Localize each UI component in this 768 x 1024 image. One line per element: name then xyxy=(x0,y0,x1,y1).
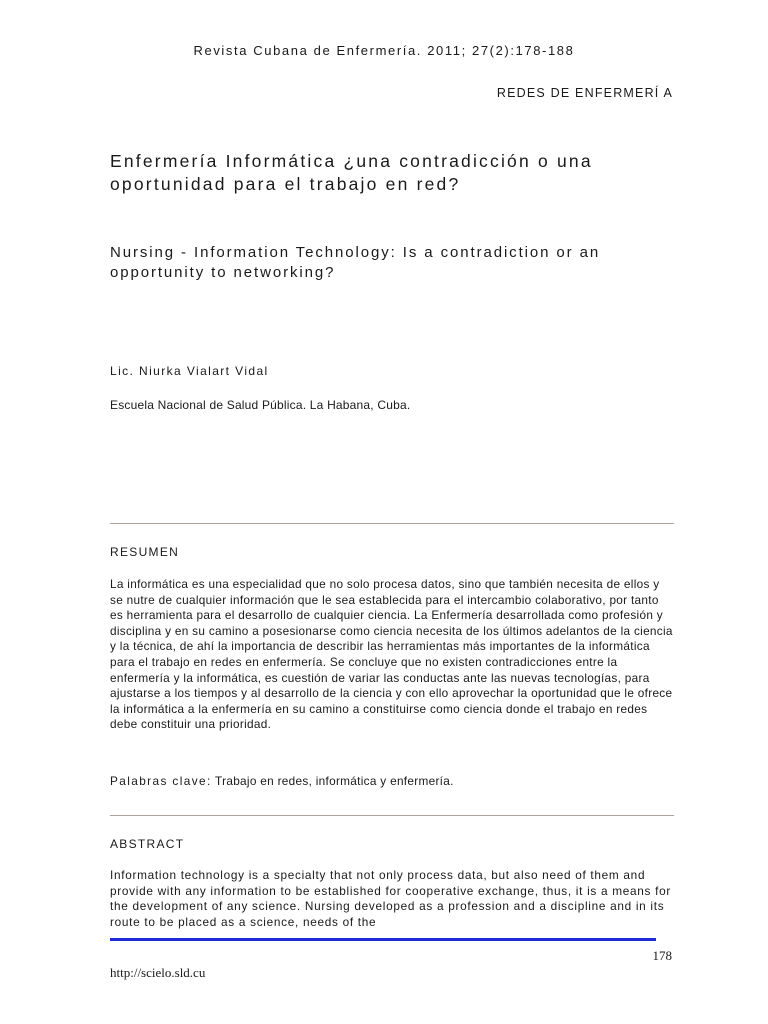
article-title-english: Nursing - Information Technology: Is a contradiction or an opportunity to networking? xyxy=(110,244,601,281)
resumen-text: La informática es una especialidad que no solo procesa datos, sino que también necesita de ellos y se nutre de cualquier información que le sea establecida para el intercambio colaborativo, por tanto es herramienta para el desarrollo de cualquier ciencia. La Enfermería desarrollada como profesión y disciplina y en su camino a posesionarse como ciencia necesita de los últimos adelantos de la ciencia y la técnica, de ahí la importancia de describir las herramientas más importantes de la informática para el trabajo en redes en enfermería. Se concluye que no existen contradicciones entre la enfermería y la informática, es cuestión de variar las conductas ante las nuevas tecnologías, para ajustarse a los tiempos y al desarrollo de la ciencia y con ello aprovechar la oportunidad que le ofrece la informática a la enfermería en su camino a constituirse como ciencia donde el trabajo en redes debe constituir una prioridad. xyxy=(110,577,673,732)
section-divider xyxy=(110,815,674,816)
footer-divider xyxy=(110,938,656,941)
author-name: Lic. Niurka Vialart Vidal xyxy=(110,364,269,378)
section-divider xyxy=(110,523,674,524)
footer-url[interactable]: http://scielo.sld.cu xyxy=(110,965,206,980)
page-number: 178 xyxy=(652,948,672,963)
journal-citation-header: Revista Cubana de Enfermería. 2011; 27(2):178-188 xyxy=(193,43,575,58)
abstract-text: Information technology is a specialty that not only process data, but also need of them and provide with any information to be established for cooperative exchange, thus, it is a means for the development of any science. Nursing developed as a profession and a discipline and in its route to be placed as a science, needs of the xyxy=(110,868,671,929)
section-label: REDES DE ENFERMERÍ A xyxy=(496,86,673,100)
author-affiliation: Escuela Nacional de Salud Pública. La Habana, Cuba. xyxy=(110,398,411,412)
keywords-value: Trabajo en redes, informática y enfermería. xyxy=(215,774,454,788)
keywords-label: Palabras clave: xyxy=(110,774,212,788)
resumen-heading: RESUMEN xyxy=(110,545,180,559)
article-title-spanish: Enfermería Informática ¿una contradicción o una oportunidad para el trabajo en red? xyxy=(110,151,593,194)
abstract-heading: ABSTRACT xyxy=(110,837,185,851)
keywords-line xyxy=(110,774,454,788)
